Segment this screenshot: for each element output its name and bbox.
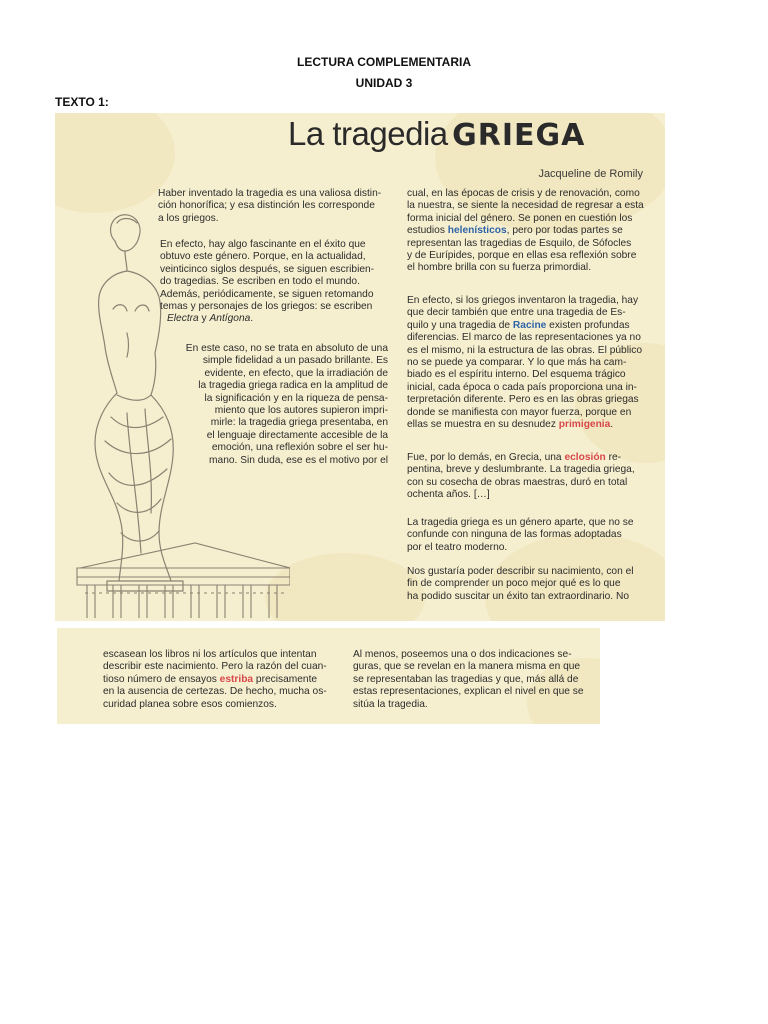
paragraph-3: En este caso, no se trata en absoluto de una simple fidelidad a un pasado brillante. Es evidente, en efecto, que la irradiación de la tragedia griega radica en la amplitud de la significación y en la riqueza de pensa- miento que los autores supieron impri- mirle: la tragedia griega presentaba, en el lenguaje directamente accesible de la emoción, una reflexión sobre el ser hu- mano. Sin duda, ese es el motivo por el xyxy=(185,343,388,466)
paragraph-1: Haber inventado la tragedia es una valiosa distin- ción honorífica; y esa distinción les corresponde a los griegos. xyxy=(158,188,382,224)
article-panel xyxy=(55,113,665,621)
continuation-panel xyxy=(57,628,600,724)
paragraph-5: En efecto, si los griegos inventaron la tragedia, hay que decir también que entre una tragedia de Es- quilo y una tragedia de Racine existen profundas diferencias. El marco de las representaciones ya no es el mismo, ni la estructura de las obras. El público no se puede ya comparar. Y lo que más ha cam- biado es el espíritu interno. Del esquema trágico inicial, cada época o cada país proporciona una in- terpretación diferente. Pero es en las obras griegas donde se manifiesta con mayor fuerza, porque en ellas se muestra en su desnudez primigenia. xyxy=(407,295,642,431)
highlight-estriba: estriba xyxy=(219,673,254,685)
article-title: La tragedia GRIEGA xyxy=(288,115,586,153)
text-label: TEXTO 1: xyxy=(55,95,109,109)
paragraph-7: La tragedia griega es un género aparte, que no se confunde con ninguna de las formas adoptadas por el teatro moderno. xyxy=(407,517,634,553)
paragraph-4: cual, en las épocas de crisis y de renovación, como la nuestra, se siente la necesidad de regresar a esta forma inicial del género. Se ponen en cuestión los estudios helenísticos, pero por todas partes se representan las tragedias de Esquilo, de Sófocles y de Eurípides, porque en ellas esa reflexión sobre el hombre brilla con su fuerza primordial. xyxy=(407,188,644,274)
paragraph-2: En efecto, hay algo fascinante en el éxito que obtuvo este género. Porque, en la actualidad, veinticinco siglos después, se siguen escribien- do tragedias. Se escriben en todo el mundo. Además, periódicamente, se siguen retomando temas y personajes de los griegos: se escriben Electra y Antígona. xyxy=(160,239,375,325)
highlight-primigenia: primigenia xyxy=(558,419,611,431)
article-author: Jacqueline de Romily xyxy=(538,168,643,180)
highlight-racine: Racine xyxy=(512,319,547,331)
highlight-helenisticos: helenísticos xyxy=(447,225,507,237)
paragraph-8: Nos gustaría poder describir su nacimiento, con el fin de comprender un poco mejor qué es lo que ha podido suscitar un éxito tan extraordinario. No xyxy=(407,566,634,602)
highlight-eclosion: eclosión xyxy=(564,452,606,463)
paragraph-6: Fue, por lo demás, en Grecia, una eclosión re- pentina, breve y deslumbrante. La tragedia griega, con su cosecha de obras maestras, duró en total ochenta años. […] xyxy=(407,452,635,501)
continuation-right: Al menos, poseemos una o dos indicaciones se- guras, que se revelan en la manera misma en que se representaban las tragedias y que, más allá de estas representaciones, explican el nivel en que se sitúa la tragedia. xyxy=(353,649,584,710)
continuation-left: escasean los libros ni los artículos que intentan describir este nacimiento. Pero la razón del cuan- tioso número de ensayos estriba precisamente en la ausencia de certezas. De hecho, mucha os- curidad planea sobre esos comienzos. xyxy=(103,649,327,710)
header-unit: UNIDAD 3 xyxy=(355,76,413,90)
header-title: LECTURA COMPLEMENTARIA xyxy=(297,55,471,69)
